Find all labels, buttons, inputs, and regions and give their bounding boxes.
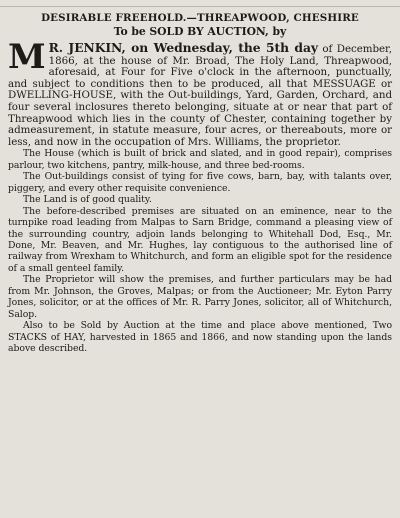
advert-subhead: To be SOLD BY AUCTION, by [113, 25, 287, 38]
paragraph-situation: The before-described premises are situated on an eminence, near to the turnpike road leading from Malpas to Sarn Bridge, command a pleasing view of the surrounding country, adjoin lands belonging to Whitehall Dod, Esq., Mr. Done, Mr. Beaven, and Mr. Hughes, lay contiguous to the authorised line of railway from Wrexham to Whitchurch, and form an eligible spot for the residence of a small genteel family. [8, 205, 392, 274]
paragraph-particulars: The Proprietor will show the premises, and further particulars may be had from Mr. Johnson, the Groves, Malpas; or from the Auctioneer; Mr. Eyton Parry Jones, solicitor, or at the offices of Mr. R. Parry Jones, solicitor, all of Whitchurch, Salop. [8, 274, 392, 320]
drop-cap: M [8, 37, 46, 77]
sale-date: on Wednesday, the 5th day [125, 40, 318, 55]
paragraph-house: The House (which is built of brick and slated, and in good repair), comprises parlour, two kitchens, pantry, milk-house, and three bed-rooms. [8, 148, 392, 171]
advert-column [8, 12, 392, 355]
auctioneer-name: R. JENKIN, [48, 40, 126, 55]
lead-body: of December, 1866, at the house of Mr. Broad, The Holy Land, Threapwood, aforesaid, at Four for Five o'clock in the afternoon, punctually, and subject to conditions then to be produced, all that MESSUAGE or DWELLING-HOUSE, with the Out-buildings, Yard, Garden, Orchard, and four several inclosures thereto belonging, situate at or near that part of Threapwood which lies in the county of Chester, containing together by admeasurement, in statute measure, four acres, or thereabouts, more or less, and now in the occupation of Mrs. Williams, the proprietor. [8, 43, 393, 148]
advert-headline: DESIRABLE FREEHOLD.—THREAPWOOD, CHESHIRE [41, 12, 359, 24]
top-column-rule [0, 0, 400, 7]
paragraph-land: The Land is of good quality. [23, 194, 152, 206]
paragraph-outbuildings: The Out-buildings consist of tying for five cows, barn, bay, with talants over, piggery, and every other requisite convenience. [8, 171, 392, 194]
advert-lead-paragraph [8, 37, 393, 148]
paragraph-hay: Also to be Sold by Auction at the time and place above mentioned, Two STACKS of HAY, harvested in 1865 and 1866, and now standing upon the lands above described. [8, 320, 392, 355]
